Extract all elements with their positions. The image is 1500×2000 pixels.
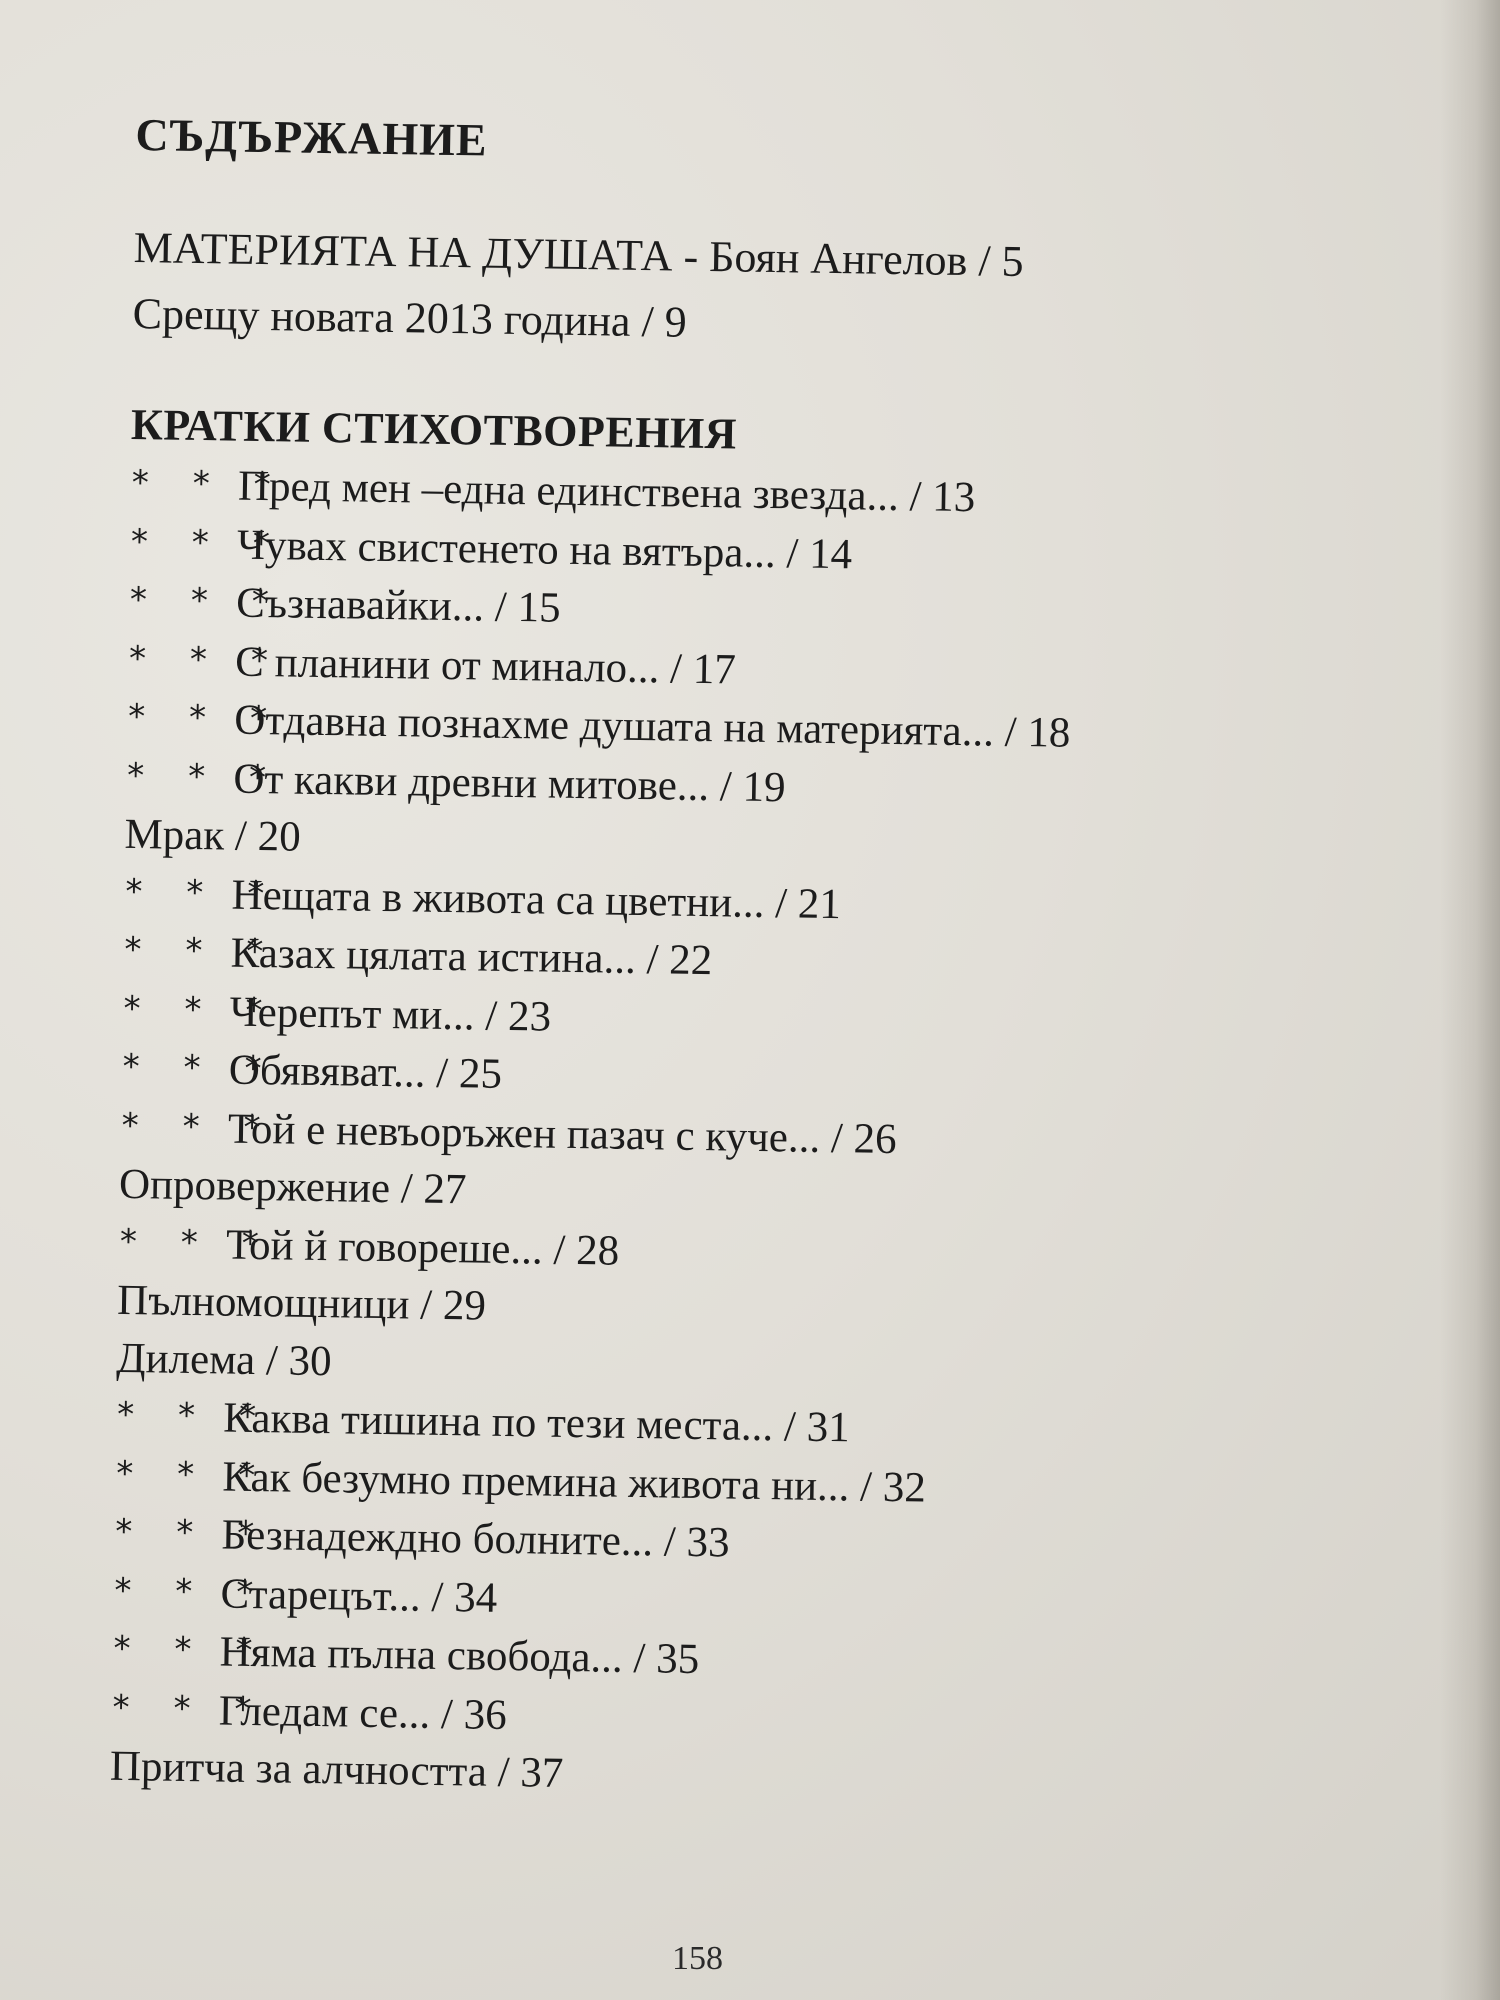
toc-entry-title: Каква тишина по тези места... / 31 (223, 1394, 851, 1452)
toc-entry-stars: * * * (127, 579, 281, 623)
toc-entry-title: Притча за алчността / 37 (109, 1742, 564, 1797)
toc-entry-stars: * * * (128, 521, 282, 564)
toc-heading: СЪДЪРЖАНИЕ (135, 108, 488, 166)
toc-entry-title: Как безумно премина живота ни... / 32 (222, 1453, 927, 1512)
toc-entry-title: С планини от минало... / 17 (234, 638, 737, 693)
toc-entry-title: Пълномощници / 29 (116, 1276, 487, 1330)
toc-entry-title: Черепът ми... / 23 (229, 988, 552, 1041)
toc-entry-stars: * * * (121, 988, 275, 1031)
toc-entry-title: Той й говореше... / 28 (225, 1221, 620, 1275)
toc-intro-entry: Срещу новата 2013 година / 9 (132, 288, 688, 347)
toc-entry-title: Старецът... / 34 (220, 1570, 498, 1622)
toc-entry-stars: * * * (126, 638, 280, 681)
table-of-contents (109, 105, 1365, 1815)
toc-entry-stars: * * * (114, 1453, 268, 1496)
toc-entry-stars: * * * (122, 929, 276, 973)
toc-entry-title: Пред мен –една единствена звезда... / 13 (237, 462, 976, 522)
toc-entry-stars: * * * (110, 1687, 264, 1730)
toc-entry-stars: * * * (111, 1628, 265, 1672)
toc-entry-stars: * * * (123, 871, 277, 914)
toc-entry-title: Обявяват... / 25 (228, 1046, 503, 1098)
toc-entry-stars: * * * (112, 1570, 266, 1613)
toc-intro (132, 215, 1364, 366)
toc-entry-stars: * * * (129, 462, 283, 506)
section-title: КРАТКИ СТИХОТВОРЕНИЯ (130, 399, 738, 459)
toc-entry-title: Съзнавайки... / 15 (235, 579, 561, 632)
toc-entry-stars: * * * (115, 1394, 269, 1438)
toc-entry-stars: * * * (120, 1046, 274, 1090)
toc-entry-stars: * * * (113, 1511, 267, 1555)
toc-entry-stars: * * * (125, 755, 279, 798)
toc-entry-title: Гледам се... / 36 (218, 1687, 508, 1739)
toc-entry-title: Казах цялата истина... / 22 (230, 929, 713, 985)
toc-entry-title: Той е невъоръжен пазач с куче... / 26 (227, 1105, 898, 1163)
toc-entry-stars: * * * (117, 1221, 271, 1264)
toc-entry-title: Безнадеждно болните... / 33 (221, 1511, 730, 1567)
toc-entry-title: Няма пълна свобода... / 35 (219, 1628, 700, 1684)
toc-entry-title: Чувах свистенето на вятъра... / 14 (236, 521, 853, 578)
toc-entry-title: Мрак / 20 (124, 810, 302, 861)
toc-entry-stars: * * * (126, 696, 280, 740)
toc-intro-entry: МАТЕРИЯТА НА ДУШАТА - Боян Ангелов / 5 (133, 222, 1025, 286)
toc-entry-title: Опровержение / 27 (118, 1160, 467, 1214)
page-fold-shadow (1440, 0, 1500, 2000)
toc-entry-stars: * * * (119, 1105, 273, 1148)
toc-entry-title: Дилема / 30 (115, 1334, 333, 1385)
toc-entry-title: Отдавна познахме душата на материята... / 18 (233, 696, 1071, 757)
toc-entries-list (109, 455, 1360, 1815)
page-number: 158 (672, 1940, 723, 1977)
toc-entry-title: От какви древни митове... / 19 (233, 755, 786, 811)
toc-entry-title: Нещата в живота са цветни... / 21 (231, 871, 842, 928)
